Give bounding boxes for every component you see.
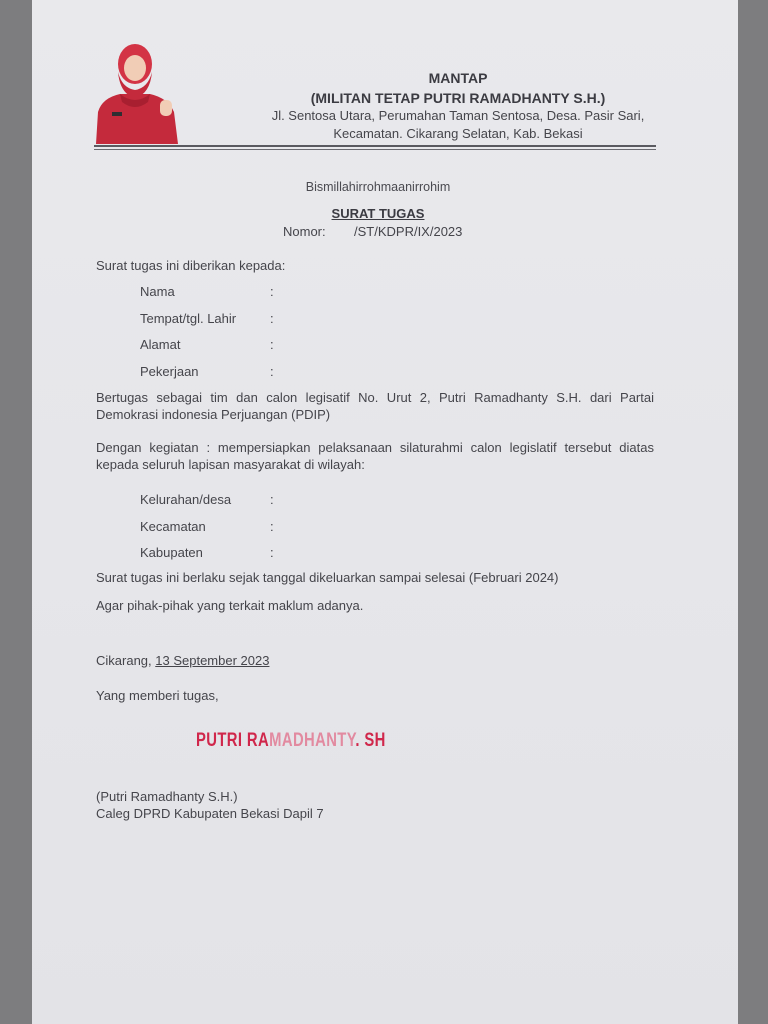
- field-label-kecamatan: Kecamatan: [140, 519, 206, 534]
- field-label-nama: Nama: [140, 284, 175, 299]
- field-colon: :: [270, 492, 274, 507]
- document-title: SURAT TUGAS: [331, 206, 425, 221]
- nomor-label: Nomor:: [283, 224, 326, 239]
- signer-position: Caleg DPRD Kabupaten Bekasi Dapil 7: [96, 806, 324, 821]
- intro-text: Surat tugas ini diberikan kepada:: [96, 258, 286, 273]
- field-colon: :: [270, 545, 274, 560]
- address-line-1: Jl. Sentosa Utara, Perumahan Taman Sentosa, Desa. Pasir Sari,: [271, 108, 645, 123]
- nomor-value: /ST/KDPR/IX/2023: [354, 224, 463, 239]
- signer-name: (Putri Ramadhanty S.H.): [96, 789, 238, 804]
- letterhead-divider: [94, 145, 656, 147]
- org-name: MANTAP: [428, 70, 488, 86]
- org-full-name: (MILITAN TETAP PUTRI RAMADHANTY S.H.): [310, 90, 606, 106]
- validity-text: Surat tugas ini berlaku sejak tanggal dikeluarkan sampai selesai (Februari 2024): [96, 570, 559, 585]
- signature-stamp: [196, 730, 386, 752]
- field-label-kabupaten: Kabupaten: [140, 545, 203, 560]
- field-colon: :: [270, 337, 274, 352]
- field-label-pekerjaan: Pekerjaan: [140, 364, 199, 379]
- field-colon: :: [270, 364, 274, 379]
- basmalah: Bismillahirrohmaanirrohim: [305, 180, 451, 194]
- place: Cikarang,: [96, 653, 156, 668]
- closing-text: Agar pihak-pihak yang terkait maklum adanya.: [96, 598, 364, 613]
- field-colon: :: [270, 519, 274, 534]
- activity-paragraph: Dengan kegiatan : mempersiapkan pelaksanaan silaturahmi calon legislatif tersebut diatas kepada seluruh lapisan masyarakat di wilayah:: [96, 440, 654, 472]
- letterhead-divider-thin: [94, 149, 656, 150]
- field-label-tempat-lahir: Tempat/tgl. Lahir: [140, 311, 237, 326]
- address-line-2: Kecamatan. Cikarang Selatan, Kab. Bekasi: [333, 126, 583, 141]
- place-date: [96, 653, 269, 668]
- document-page: [32, 0, 738, 1024]
- signature-part-3: . SH: [355, 730, 386, 751]
- field-colon: :: [270, 284, 274, 299]
- date: 13 September 2023: [155, 653, 270, 668]
- candidate-photo: [90, 42, 180, 144]
- signature-part-2: MADHANTY: [269, 730, 356, 751]
- issuer-label: Yang memberi tugas,: [96, 688, 219, 703]
- field-colon: :: [270, 311, 274, 326]
- field-label-kelurahan: Kelurahan/desa: [140, 492, 232, 507]
- duty-paragraph: Bertugas sebagai tim dan calon legisatif No. Urut 2, Putri Ramadhanty S.H. dari Partai Demokrasi indonesia Perjuangan (PDIP): [96, 390, 654, 422]
- signature-part-1: PUTRI RA: [196, 730, 270, 751]
- field-label-alamat: Alamat: [140, 337, 181, 352]
